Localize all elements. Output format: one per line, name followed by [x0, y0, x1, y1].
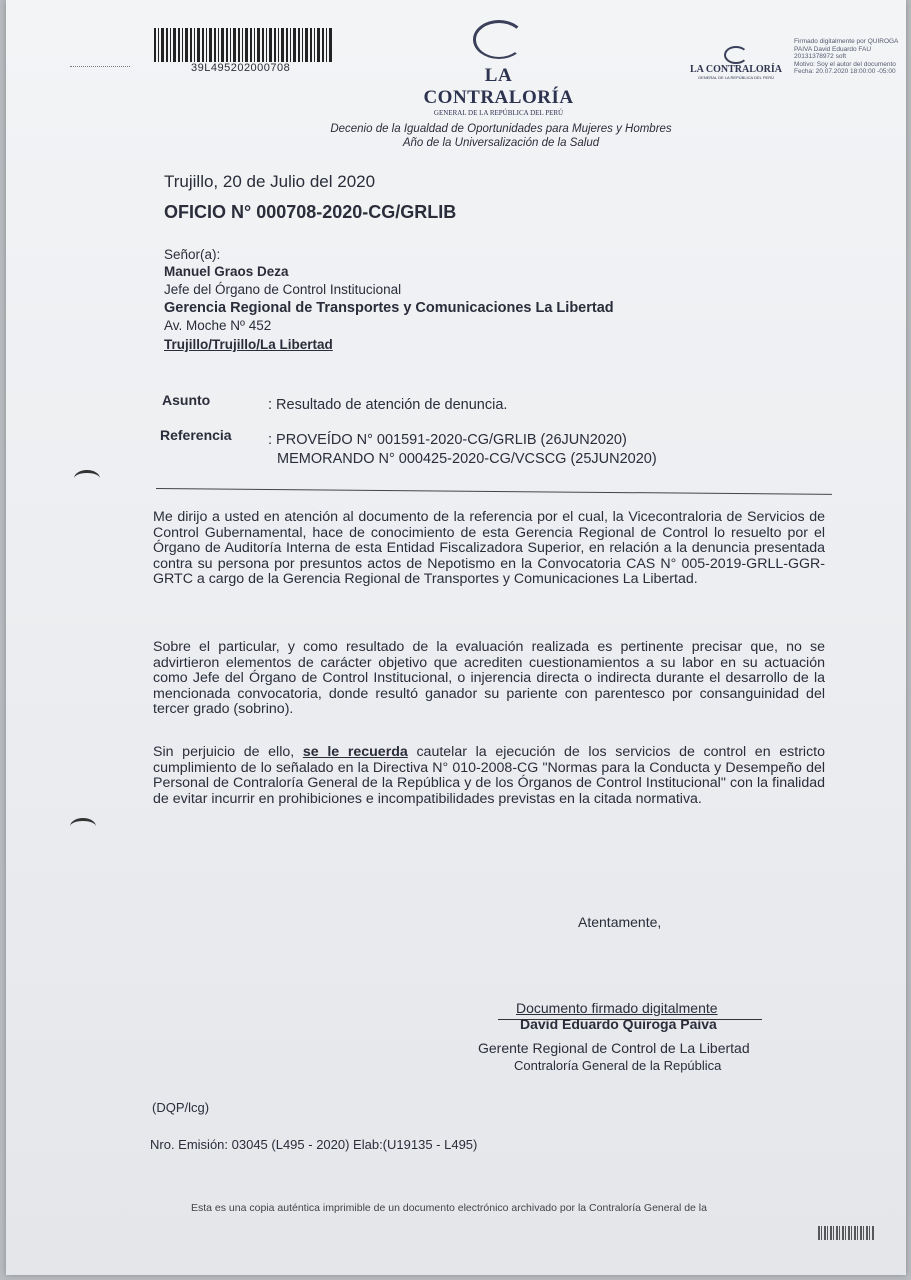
signer-organization: Contraloría General de la República: [514, 1058, 722, 1073]
recipient-entity: Gerencia Regional de Transportes y Comunicaciones La Libertad: [164, 300, 614, 316]
emission-number: Nro. Emisión: 03045 (L495 - 2020) Elab:(U19135 - L495): [150, 1137, 478, 1152]
stamp-line: Motivo: Soy el autor del documento: [794, 60, 896, 68]
body-paragraph-3: [153, 745, 825, 807]
signer-name: David Eduardo Quiroga Paiva: [520, 1016, 717, 1032]
oficio-number: OFICIO N° 000708-2020-CG/GRLIB: [164, 202, 457, 222]
body-paragraph-2: Sobre el particular, y como resultado de la evaluación realizada es pertinente precisar que, no se advirtieron elementos de carácter objetivo que acrediten cuestionamientos a su labor en su actuación como Jefe del Órgano de Control Institucional, o injerencia directa o indirecta durante el desarrollo de la mencionada convocatoria, donde resultó ganador su pariente con parentesco por consanguinidad del tercer grado (sobrino).: [153, 639, 825, 717]
subject-value: : Resultado de atención de denuncia.: [268, 397, 508, 413]
swoosh-icon: [473, 20, 525, 59]
year-line: Año de la Universalización de la Salud: [402, 137, 600, 149]
recipient-position: Jefe del Órgano de Control Institucional: [164, 282, 402, 297]
recipient-address: Av. Moche Nº 452: [164, 318, 272, 333]
salutation: Señor(a):: [164, 247, 221, 262]
emphasis-text: se le recuerda: [302, 744, 408, 760]
signer-role: Gerente Regional de Control de La Libertad: [478, 1040, 750, 1056]
contraloria-logo: [411, 20, 586, 117]
initials: (DQP/lcg): [152, 1100, 210, 1115]
qr-code: [818, 1226, 874, 1240]
small-logo-subtitle: GENERAL DE LA REPÚBLICA DEL PERÚ: [698, 75, 774, 80]
closing: Atentamente,: [578, 914, 662, 930]
punch-mark: [70, 66, 130, 67]
subject-label: Asunto: [162, 392, 211, 408]
signed-digitally: Documento firmado digitalmente: [516, 1000, 718, 1016]
reference-line-1: : PROVEÍDO N° 001591-2020-CG/GRLIB (26JUN2020): [268, 432, 627, 448]
body-paragraph-1: Me dirijo a usted en atención al documento de la referencia por el cual, la Vicecontraloria de Servicios de Control Gubernamental, hace de conocimiento de esta Gerencia Regional de Control lo resuelto por el Órgano de Auditoría Interna de esta Entidad Fiscalizadora Superior, en relación a la denuncia presentada contra su persona por presuntos actos de Nepotismo en la Convocatoria CAS N° 005-2019-GRLL-GGR-GRTC a cargo de la Gerencia Regional de Transportes y Comunicaciones La Libertad.: [153, 509, 825, 587]
logo-name: LA CONTRALORÍA: [423, 65, 574, 108]
stamp-line: PAIVA David Eduardo FAU: [794, 45, 872, 53]
reference-label: Referencia: [160, 427, 232, 443]
small-logo-name: LA CONTRALORÍA: [690, 64, 782, 75]
recipient-city: Trujillo/Trujillo/La Libertad: [164, 337, 333, 352]
document-page: [6, 0, 906, 1275]
stamp-line: Firmado digitalmente por QUIROGA: [794, 38, 899, 45]
punch-hole: [70, 818, 96, 835]
letter-date: Trujillo, 20 de Julio del 2020: [164, 172, 376, 191]
separator-rule: [156, 488, 832, 495]
paragraph-text: Sin perjuicio de ello,: [153, 744, 303, 760]
recipient-name: Manuel Graos Deza: [164, 264, 289, 279]
signature-logo: [686, 46, 786, 80]
stamp-line: Fecha: 20.07.2020 18:00:00 -05:00: [794, 68, 896, 75]
reference-line-2: MEMORANDO N° 000425-2020-CG/VCSCG (25JUN2020): [277, 451, 657, 467]
footer-note: Esta es una copia auténtica imprimible de un documento electrónico archivado por la Contraloría General de la: [191, 1202, 707, 1214]
swoosh-icon: [724, 46, 748, 64]
barcode: [154, 28, 334, 62]
paragraph-text: cautelar la ejecución de los servicios de control en estricto cumplimiento de lo señalado en la Directiva N° 010-2008-CG "Normas para la Conducta y Desempeño del Personal de Contraloría General de la República y de los Órganos de Control Institucional" con la finalidad de evitar incurrir en prohibiciones e incompatibilidades previstas en la citada normativa.: [153, 744, 825, 807]
stamp-line: 20131378972 soft: [794, 53, 847, 60]
barcode-number: 39L495202000708: [191, 62, 291, 74]
digital-signature-stamp: [794, 38, 906, 76]
logo-subtitle: GENERAL DE LA REPÚBLICA DEL PERÚ: [433, 109, 564, 117]
decenio-header: [306, 122, 696, 150]
punch-hole: [74, 470, 100, 487]
decenio-line: Decenio de la Igualdad de Oportunidades para Mujeres y Hombres: [330, 123, 672, 135]
